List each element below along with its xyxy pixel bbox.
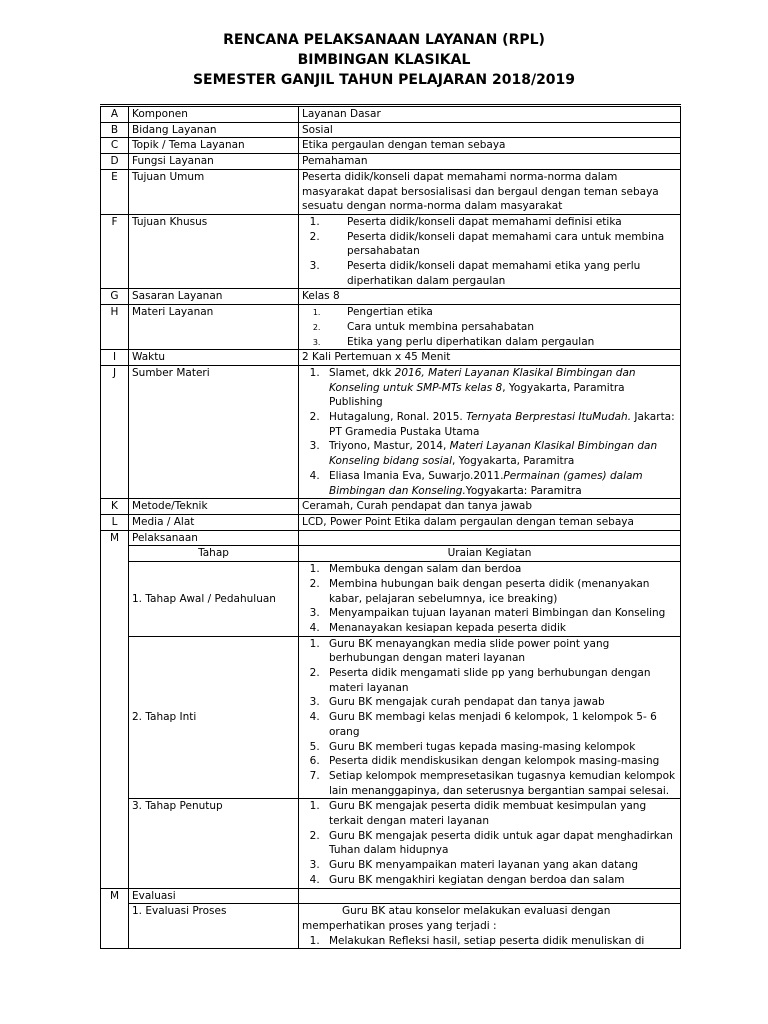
list-item: 5. Guru BK memberi tugas kepada masing-masing kelompok — [323, 740, 677, 755]
source-item: 1. Slamet, dkk 2016, Materi Layanan Klasikal Bimbingan dan Konseling untuk SMP-MTs kelas 8, Yogyakarta, Paramitra Publishing — [323, 366, 677, 410]
row-code: H — [101, 305, 129, 350]
row-label: Topik / Tema Layanan — [129, 138, 299, 154]
row-label: Metode/Teknik — [129, 499, 299, 515]
row-komponen — [101, 106, 681, 123]
row-value: 2 Kali Pertemuan x 45 Menit — [299, 350, 681, 366]
list-item: 1. Melakukan Refleksi hasil, setiap peserta didik menuliskan di — [323, 934, 677, 949]
tahap-content — [299, 636, 681, 799]
list-item: 7. Setiap kelompok mempresetasikan tugasnya kemudian kelompok lain menanggapinya, dan seterusnya bergantian sampai selesai. — [323, 769, 677, 798]
list-item: 2. Peserta didik mengamati slide pp yang berhubungan dengan materi layanan — [323, 666, 677, 695]
list-item: 6. Peserta didik mendiskusikan dengan kelompok masing-masing — [323, 754, 677, 769]
row-evaluasi — [101, 888, 681, 904]
tahap-label: 1. Tahap Awal / Pedahuluan — [129, 562, 299, 637]
row-value: Ceramah, Curah pendapat dan tanya jawab — [299, 499, 681, 515]
pelaksanaan-header-row — [101, 546, 681, 562]
list-item: 1. Pengertian etika — [323, 305, 677, 320]
row-label: Fungsi Layanan — [129, 154, 299, 170]
list-item: 3. Menyampaikan tujuan layanan materi Bimbingan dan Konseling — [323, 606, 677, 621]
row-label: Pelaksanaan — [129, 530, 299, 546]
row-code: L — [101, 514, 129, 530]
row-code: A — [101, 106, 129, 123]
row-tujuan-khusus — [101, 214, 681, 289]
row-label: Sasaran Layanan — [129, 289, 299, 305]
row-label: Sumber Materi — [129, 365, 299, 498]
header-subtitle: BIMBINGAN KLASIKAL — [297, 52, 471, 68]
row-waktu — [101, 350, 681, 366]
row-fungsi-layanan — [101, 154, 681, 170]
row-value: Layanan Dasar — [299, 106, 681, 123]
list-item: 4. Guru BK membagi kelas menjadi 6 kelompok, 1 kelompok 5- 6 orang — [323, 710, 677, 739]
tahap-awal-row — [101, 562, 681, 637]
row-code: B — [101, 122, 129, 138]
list-item: 3. Guru BK menyampaikan materi layanan yang akan datang — [323, 858, 677, 873]
tahap-content — [299, 799, 681, 888]
row-label: Materi Layanan — [129, 305, 299, 350]
list-item: 2. Membina hubungan baik dengan peserta didik (menanyakan kabar, pelajaran sebelumnya, ice breaking) — [323, 577, 677, 606]
row-code: E — [101, 169, 129, 214]
tahap-inti-row — [101, 636, 681, 799]
tahap-content — [299, 562, 681, 637]
row-media — [101, 514, 681, 530]
evaluasi-proses-label: 1. Evaluasi Proses — [129, 904, 299, 949]
row-sasaran-layanan — [101, 289, 681, 305]
list-item: 3. Guru BK mengajak curah pendapat dan tanya jawab — [323, 695, 677, 710]
row-topik — [101, 138, 681, 154]
source-item: 3. Triyono, Mastur, 2014, Materi Layanan Klasikal Bimbingan dan Konseling bidang sosial, Yogyakarta, Paramitra — [323, 439, 677, 468]
row-pelaksanaan — [101, 530, 681, 546]
source-item: 4. Eliasa Imania Eva, Suwarjo.2011.Permainan (games) dalam Bimbingan dan Konseling.Yogyakarta: Paramitra — [323, 469, 677, 498]
row-value: Pemahaman — [299, 154, 681, 170]
row-metode — [101, 499, 681, 515]
row-value: Etika pergaulan dengan teman sebaya — [299, 138, 681, 154]
list-item: 3. Etika yang perlu diperhatikan dalam pergaulan — [323, 335, 677, 350]
row-value: Peserta didik/konseli dapat memahami norma-norma dalam masyarakat dapat bersosialisasi dan bergaul dengan teman sebaya sesuatu dengan norma-norma dalam masyarakat — [299, 169, 681, 214]
row-label: Waktu — [129, 350, 299, 366]
row-tujuan-umum — [101, 169, 681, 214]
list-item: 4. Menanayakan kesiapan kepada peserta didik — [323, 621, 677, 636]
row-value — [299, 214, 681, 289]
rpl-table — [100, 104, 681, 949]
row-code: M — [101, 530, 129, 888]
row-value — [299, 530, 681, 546]
list-item: 2. Cara untuk membina persahabatan — [323, 320, 677, 335]
list-item: 2. Guru BK mengajak peserta didik untuk agar dapat menghadirkan Tuhan dalam hidupnya — [323, 829, 677, 858]
tahap-label: 2. Tahap Inti — [129, 636, 299, 799]
list-item: 4. Guru BK mengakhiri kegiatan dengan berdoa dan salam — [323, 873, 677, 888]
row-label: Komponen — [129, 106, 299, 123]
list-item: 1. Peserta didik/konseli dapat memahami definisi etika — [323, 215, 677, 230]
row-value — [299, 888, 681, 904]
tahap-label: 3. Tahap Penutup — [129, 799, 299, 888]
row-code: D — [101, 154, 129, 170]
row-code: K — [101, 499, 129, 515]
tahap-penutup-row — [101, 799, 681, 888]
list-item: 1. Membuka dengan salam dan berdoa — [323, 562, 677, 577]
row-code: F — [101, 214, 129, 289]
column-header: Uraian Kegiatan — [299, 546, 681, 562]
evaluasi-intro: Guru BK atau konselor melakukan evaluasi dengan memperhatikan proses yang terjadi : — [302, 905, 611, 932]
row-label: Media / Alat — [129, 514, 299, 530]
header-semester: SEMESTER GANJIL TAHUN PELAJARAN 2018/2019 — [192, 72, 576, 88]
document-header — [0, 30, 768, 90]
row-label: Tujuan Umum — [129, 169, 299, 214]
row-label: Tujuan Khusus — [129, 214, 299, 289]
row-code: J — [101, 365, 129, 498]
row-value — [299, 305, 681, 350]
evaluasi-proses-row — [101, 904, 681, 949]
row-code: M — [101, 888, 129, 949]
row-materi-layanan — [101, 305, 681, 350]
row-code: G — [101, 289, 129, 305]
list-item: 1. Guru BK mengajak peserta didik membuat kesimpulan yang terkait dengan materi layanan — [323, 799, 677, 828]
evaluasi-proses-content — [299, 904, 681, 949]
column-header: Tahap — [129, 546, 299, 562]
row-code: I — [101, 350, 129, 366]
row-label: Bidang Layanan — [129, 122, 299, 138]
row-sumber-materi — [101, 365, 681, 498]
list-item: 3. Peserta didik/konseli dapat memahami etika yang perlu diperhatikan dalam pergaulan — [323, 259, 677, 288]
row-value — [299, 365, 681, 498]
row-bidang-layanan — [101, 122, 681, 138]
header-title: RENCANA PELAKSANAAN LAYANAN (RPL) — [223, 32, 545, 48]
row-code: C — [101, 138, 129, 154]
row-label: Evaluasi — [129, 888, 299, 904]
row-value: LCD, Power Point Etika dalam pergaulan dengan teman sebaya — [299, 514, 681, 530]
list-item: 1. Guru BK menayangkan media slide power point yang berhubungan dengan materi layanan — [323, 637, 677, 666]
list-item: 2. Peserta didik/konseli dapat memahami cara untuk membina persahabatan — [323, 230, 677, 259]
row-value: Kelas 8 — [299, 289, 681, 305]
row-value: Sosial — [299, 122, 681, 138]
source-item: 2. Hutagalung, Ronal. 2015. Ternyata Berprestasi ItuMudah. Jakarta: PT Gramedia Pustaka Utama — [323, 410, 677, 439]
